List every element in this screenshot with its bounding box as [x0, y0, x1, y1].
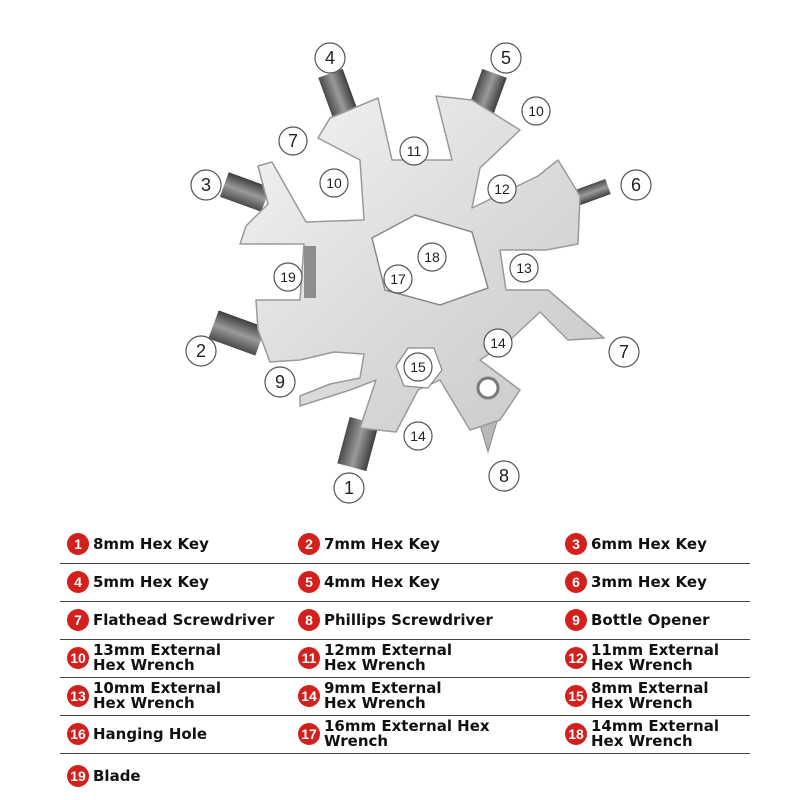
callout-10-top [522, 97, 550, 125]
svg-text:14: 14 [490, 335, 506, 351]
badge-17: 17 [298, 723, 320, 745]
svg-text:17: 17 [390, 271, 406, 287]
legend-label: 13mm External Hex Wrench [93, 641, 221, 674]
callout-3 [191, 170, 221, 200]
callout-10-left [320, 169, 348, 197]
badge-18: 18 [565, 723, 587, 745]
svg-text:19: 19 [280, 269, 296, 285]
legend-label: 10mm External Hex Wrench [93, 679, 221, 712]
badge-8: 8 [298, 609, 320, 631]
svg-text:15: 15 [410, 359, 426, 375]
legend-label: Phillips Screwdriver [324, 610, 493, 629]
svg-text:5: 5 [500, 48, 512, 68]
legend-item-5 [298, 563, 440, 601]
callout-14-bottom [404, 422, 432, 450]
callout-14-right [484, 329, 512, 357]
legend-label: 3mm Hex Key [591, 572, 707, 591]
legend-row [60, 677, 750, 716]
callout-19 [274, 263, 302, 291]
svg-text:1: 1 [343, 478, 355, 498]
callout-5 [491, 43, 521, 73]
svg-text:8: 8 [498, 466, 510, 486]
svg-text:13: 13 [516, 260, 532, 276]
legend-item-11 [298, 639, 474, 677]
legend-item-16 [67, 715, 207, 753]
callout-8 [489, 461, 519, 491]
badge-15: 15 [565, 685, 587, 707]
callout-15 [404, 353, 432, 381]
callout-11 [400, 137, 428, 165]
hex-bit-6 [575, 179, 611, 205]
svg-text:18: 18 [424, 249, 440, 265]
callout-17 [384, 265, 412, 293]
legend-row [60, 601, 750, 640]
badge-12: 12 [565, 647, 587, 669]
legend-item-14 [298, 677, 474, 715]
svg-text:7: 7 [287, 131, 299, 151]
legend-item-2 [298, 525, 440, 563]
badge-19: 19 [67, 765, 89, 787]
svg-text:11: 11 [406, 143, 422, 159]
svg-text:2: 2 [195, 341, 207, 361]
callout-9 [265, 367, 295, 397]
legend-label: 4mm Hex Key [324, 572, 440, 591]
badge-6: 6 [565, 571, 587, 593]
callout-6 [621, 170, 651, 200]
legend-item-8 [298, 601, 493, 639]
legend-label: 8mm Hex Key [93, 534, 209, 553]
callout-4 [315, 43, 345, 73]
legend-item-4 [67, 563, 209, 601]
legend-item-19 [67, 757, 141, 795]
legend-item-7 [67, 601, 274, 639]
legend-label: Hanging Hole [93, 724, 208, 743]
badge-1: 1 [67, 533, 89, 555]
legend-item-1 [67, 525, 209, 563]
legend-label: 12mm External Hex Wrench [324, 641, 452, 674]
hanging-hole-16 [478, 378, 498, 398]
legend-item-10 [67, 639, 243, 677]
legend-row [60, 525, 750, 564]
svg-text:3: 3 [200, 175, 212, 195]
legend-item-3 [565, 525, 707, 563]
badge-9: 9 [565, 609, 587, 631]
legend-item-13 [67, 677, 243, 715]
badge-11: 11 [298, 647, 320, 669]
svg-text:9: 9 [274, 372, 286, 392]
blade-slot-19 [304, 246, 316, 298]
legend-label: 5mm Hex Key [93, 572, 209, 591]
legend-item-15 [565, 677, 741, 715]
callout-12 [488, 175, 516, 203]
callout-7-right [609, 337, 639, 367]
badge-4: 4 [67, 571, 89, 593]
badge-16: 16 [67, 723, 89, 745]
svg-text:10: 10 [326, 175, 342, 191]
callout-18 [418, 243, 446, 271]
svg-text:4: 4 [324, 48, 336, 68]
legend-row [60, 639, 750, 678]
legend-label: 9mm External Hex Wrench [324, 679, 442, 712]
legend-label: Bottle Opener [591, 610, 710, 629]
legend-label: Blade [93, 766, 141, 785]
callout-13 [510, 254, 538, 282]
legend-label: 16mm External Hex Wrench [324, 717, 490, 750]
legend-row [60, 563, 750, 602]
badge-3: 3 [565, 533, 587, 555]
legend-item-6 [565, 563, 707, 601]
badge-5: 5 [298, 571, 320, 593]
legend-label: 11mm External Hex Wrench [591, 641, 719, 674]
legend-row [60, 715, 750, 754]
badge-13: 13 [67, 685, 89, 707]
badge-14: 14 [298, 685, 320, 707]
svg-text:6: 6 [630, 175, 642, 195]
svg-text:7: 7 [618, 342, 630, 362]
legend-label: 7mm Hex Key [324, 534, 440, 553]
legend-item-17 [298, 715, 514, 753]
badge-2: 2 [298, 533, 320, 555]
badge-10: 10 [67, 647, 89, 669]
svg-text:12: 12 [494, 181, 510, 197]
callout-2 [186, 336, 216, 366]
legend-item-9 [565, 601, 710, 639]
legend-label: Flathead Screwdriver [93, 610, 275, 629]
callout-1 [334, 473, 364, 503]
svg-text:14: 14 [410, 428, 426, 444]
legend-label: 6mm Hex Key [591, 534, 707, 553]
callout-7-top [279, 127, 307, 155]
svg-text:10: 10 [528, 103, 544, 119]
legend-label: 14mm External Hex Wrench [591, 717, 719, 750]
legend-label: 8mm External Hex Wrench [591, 679, 709, 712]
badge-7: 7 [67, 609, 89, 631]
legend-item-18 [565, 715, 741, 753]
legend-item-12 [565, 639, 741, 677]
